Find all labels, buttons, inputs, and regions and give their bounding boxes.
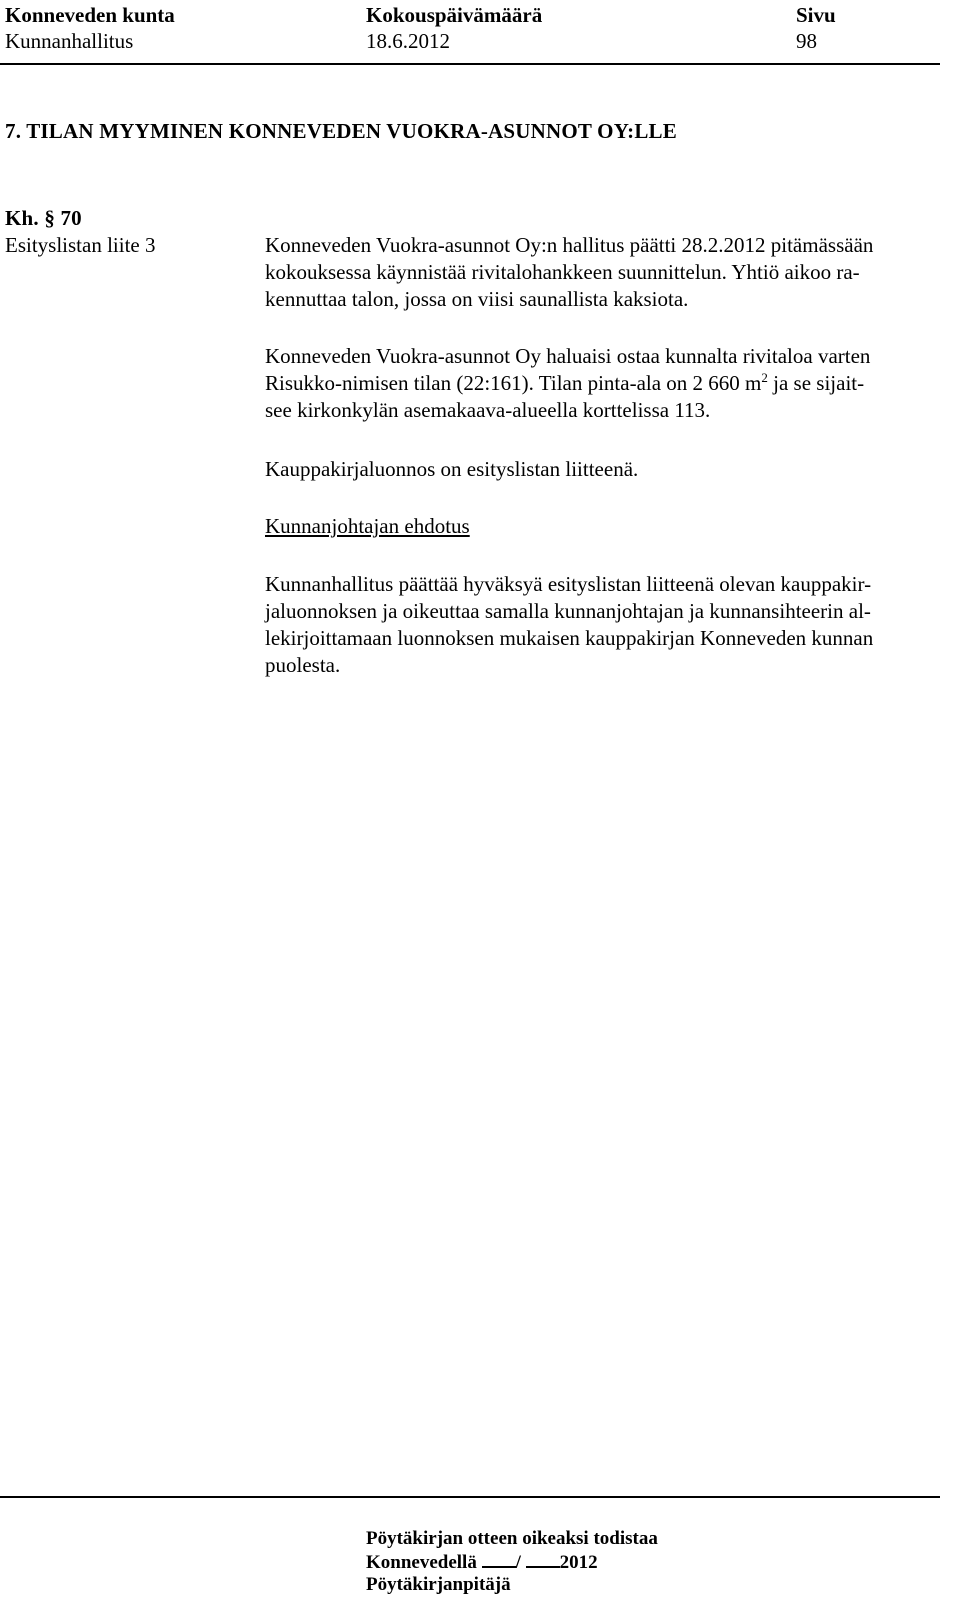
day-blank bbox=[482, 1550, 516, 1568]
footer-place-date bbox=[366, 1550, 598, 1574]
paragraph-line bbox=[265, 370, 870, 397]
proposal-text bbox=[265, 571, 873, 679]
org-value: Kunnanhallitus bbox=[5, 29, 134, 53]
body-paragraph-3: Kauppakirjaluonnos on esityslistan liitteenä. bbox=[265, 457, 639, 481]
header-rule bbox=[0, 63, 940, 65]
body-paragraph-1 bbox=[265, 232, 873, 313]
footer-year: 2012 bbox=[559, 1552, 598, 1573]
date-label: Kokouspäivämäärä bbox=[366, 3, 543, 27]
paragraph-line: Kunnanhallitus päättää hyväksyä esityslistan liitteenä olevan kauppakir- bbox=[265, 572, 872, 596]
paragraph-line: puolesta. bbox=[265, 653, 341, 677]
line-text: Risukko-nimisen tilan (22:161). Tilan pinta-ala on 2 660 m bbox=[265, 371, 762, 395]
paragraph-line: kennuttaa talon, jossa on viisi saunallista kaksiota. bbox=[265, 287, 689, 311]
paragraph-line: Konneveden Vuokra-asunnot Oy haluaisi ostaa kunnalta rivitaloa varten bbox=[265, 344, 871, 368]
footer-rule bbox=[0, 1496, 940, 1498]
paragraph-line: see kirkonkylän asemakaava-alueella korttelissa 113. bbox=[265, 398, 711, 422]
section-title: 7. TILAN MYYMINEN KONNEVEDEN VUOKRA-ASUNNOT OY:LLE bbox=[5, 119, 677, 143]
body-paragraph-2 bbox=[265, 343, 870, 424]
footer-signer: Pöytäkirjanpitäjä bbox=[366, 1574, 511, 1595]
org-label: Konneveden kunta bbox=[5, 3, 175, 27]
date-value: 18.6.2012 bbox=[366, 29, 450, 53]
paragraph-line: Konneveden Vuokra-asunnot Oy:n hallitus päätti 28.2.2012 pitämässään bbox=[265, 233, 874, 257]
paragraph-line: kokouksessa käynnistää rivitalohankkeen suunnittelun. Yhtiö aikoo ra- bbox=[265, 260, 860, 284]
footer-slash: / bbox=[515, 1552, 521, 1573]
paragraph-line: jaluonnoksen ja oikeuttaa samalla kunnanjohtajan ja kunnansihteerin al- bbox=[265, 599, 871, 623]
superscript: 2 bbox=[761, 370, 768, 385]
paragraph-ref: Kh. § 70 bbox=[5, 206, 82, 230]
proposal-heading: Kunnanjohtajan ehdotus bbox=[265, 514, 470, 538]
page-label: Sivu bbox=[796, 3, 836, 27]
footer-place: Konnevedellä bbox=[366, 1552, 477, 1573]
footer-certify: Pöytäkirjan otteen oikeaksi todistaa bbox=[366, 1528, 658, 1549]
line-text: ja se sijait- bbox=[767, 371, 865, 395]
paragraph-line: lekirjoittamaan luonnoksen mukaisen kauppakirjan Konneveden kunnan bbox=[265, 626, 874, 650]
month-blank bbox=[526, 1550, 560, 1568]
page-value: 98 bbox=[796, 29, 817, 53]
attachment-ref: Esityslistan liite 3 bbox=[5, 233, 156, 257]
